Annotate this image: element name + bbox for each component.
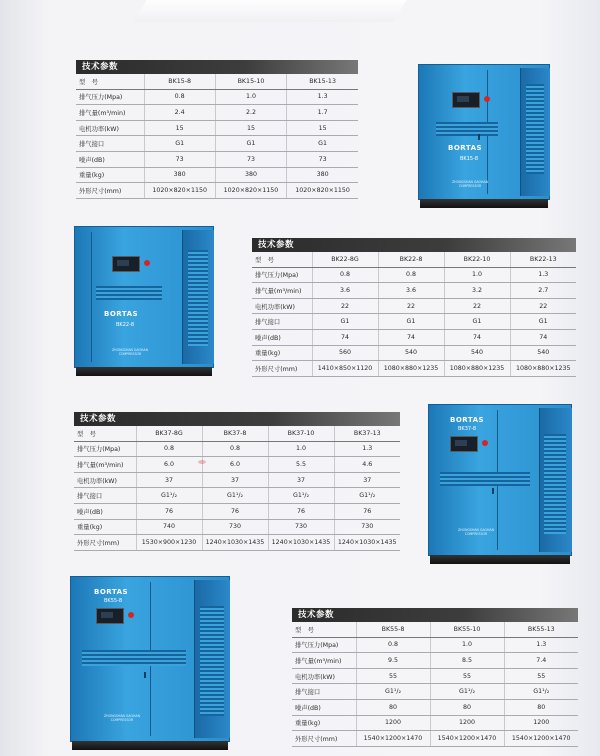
row-label: 重量(kg) [74,519,136,535]
row-label: 排气量(m³/min) [74,457,136,473]
table-row [76,89,358,105]
row-label: 外形尺寸(mm) [292,731,356,747]
model-plate: BK15-8 [460,156,479,162]
table-row [252,298,576,314]
table-cell: 22 [444,298,510,314]
table-cell: 73 [144,151,215,167]
table-row [292,653,578,669]
model-row [74,426,400,441]
table-cell: 730 [268,519,334,535]
table-row [76,120,358,136]
table-row [292,731,578,747]
table-cell: 0.8 [136,441,202,457]
front-vent [440,472,530,486]
table-cell: 15 [144,120,215,136]
spec-title: 技术参数 [292,608,578,622]
compressor-image-bk55 [70,576,230,750]
row-label: 排气量(m³/min) [76,105,144,121]
brand-logo: BORTAS [94,588,129,596]
row-label: 排气压力(Mpa) [252,267,312,283]
compressor-image-bk22 [74,226,214,376]
table-cell: 1540×1200×1470 [430,731,504,747]
table-cell: G1¹/₂ [430,684,504,700]
model-plate: BK22-8 [116,322,135,328]
model-cell: BK55-13 [504,622,578,637]
table-cell: 37 [136,472,202,488]
table-cell: G1¹/₂ [202,488,268,504]
maker-text: ZHONGSHAN GAOHAN COMPRESSOR [111,348,148,356]
table-cell: 4.6 [334,457,400,473]
model-cell: BK37-13 [334,426,400,441]
emergency-stop-icon [128,612,134,618]
table-cell: 1.0 [444,267,510,283]
compressor-image-bk15 [418,64,550,208]
emergency-stop-icon [484,96,490,102]
spec-table [292,622,578,747]
table-cell: 55 [356,668,430,684]
table-cell: 0.8 [312,267,378,283]
table-row [292,699,578,715]
table-cell: 6.0 [136,457,202,473]
spec-table-bk15 [76,60,358,199]
compressor-image-bk37 [428,404,572,564]
table-cell: 540 [510,345,576,361]
table-cell: 1410×850×1120 [312,361,378,377]
brand-logo: BORTAS [450,416,485,424]
front-vent [436,122,498,136]
table-cell: G1 [144,136,215,152]
table-cell: 5.5 [268,457,334,473]
row-label: 排气接口 [252,314,312,330]
table-cell: 1020×820×1150 [287,183,358,199]
table-cell: 740 [136,519,202,535]
spec-table [74,426,400,551]
model-cell: BK15-8 [144,74,215,89]
table-cell: 74 [312,329,378,345]
door-handle [144,672,146,678]
row-label: 排气量(m³/min) [292,653,356,669]
table-cell: G1¹/₂ [268,488,334,504]
table-cell: 6.0 [202,457,268,473]
emergency-stop-icon [482,440,488,446]
table-cell: 1.3 [510,267,576,283]
row-label: 噪声(dB) [292,699,356,715]
maker-text: ZHONGSHAN GAOHAN COMPRESSOR [103,714,140,722]
spec-title: 技术参数 [74,412,400,426]
table-row [74,457,400,473]
print-smudge [198,460,206,464]
table-cell: 1240×1030×1435 [268,535,334,551]
table-row [252,283,576,299]
table-cell: 74 [444,329,510,345]
table-cell: G1 [215,136,286,152]
model-cell: BK22-10 [444,252,510,267]
table-cell: 2.2 [215,105,286,121]
table-row [292,637,578,653]
base-frame [420,199,548,208]
table-row [292,684,578,700]
table-cell: 76 [334,503,400,519]
table-row [292,715,578,731]
table-cell: 1080×880×1235 [444,361,510,377]
table-cell: G1 [312,314,378,330]
row-label: 排气接口 [76,136,144,152]
table-cell: 22 [510,298,576,314]
table-cell: 1.0 [268,441,334,457]
table-cell: 80 [356,699,430,715]
door-handle [492,488,494,494]
table-cell: G1 [378,314,444,330]
model-cell: BK37-8 [202,426,268,441]
table-row [76,105,358,121]
table-cell: 37 [268,472,334,488]
row-label: 外形尺寸(mm) [252,361,312,377]
side-vent [526,84,544,174]
table-cell: 380 [215,167,286,183]
table-cell: 0.8 [144,89,215,105]
table-row [74,488,400,504]
table-cell: 1080×880×1235 [378,361,444,377]
table-cell: 1080×880×1235 [510,361,576,377]
emergency-stop-icon [144,260,150,266]
table-cell: G1¹/₂ [504,684,578,700]
model-header: 型 号 [74,426,136,441]
side-vent [200,606,224,716]
control-panel [112,256,140,272]
table-cell: 1.3 [287,89,358,105]
table-row [74,441,400,457]
side-vent [188,250,208,346]
table-row [76,151,358,167]
table-cell: 0.8 [378,267,444,283]
row-label: 排气压力(Mpa) [74,441,136,457]
row-label: 排气接口 [292,684,356,700]
table-row [76,167,358,183]
table-cell: 7.4 [504,653,578,669]
front-vent [82,650,186,666]
page-fold [134,0,407,22]
row-label: 排气压力(Mpa) [76,89,144,105]
front-vent [96,286,162,300]
table-cell: 1.7 [287,105,358,121]
brand-logo: BORTAS [448,144,483,152]
table-cell: 1200 [356,715,430,731]
maker-text: ZHONGSHAN GAOHAN COMPRESSOR [457,528,494,536]
row-label: 重量(kg) [252,345,312,361]
model-cell: BK55-8 [356,622,430,637]
table-row [74,503,400,519]
row-label: 外形尺寸(mm) [74,535,136,551]
table-cell: 73 [287,151,358,167]
row-label: 外形尺寸(mm) [76,183,144,199]
maker-text: ZHONGSHAN GAOHAN COMPRESSOR [451,180,488,188]
table-cell: 2.4 [144,105,215,121]
table-cell: 55 [504,668,578,684]
row-label: 电机功率(kW) [74,472,136,488]
table-cell: 1240×1030×1435 [334,535,400,551]
table-row [76,183,358,199]
table-cell: 73 [215,151,286,167]
spec-table-bk37 [74,412,400,551]
row-label: 排气压力(Mpa) [292,637,356,653]
spec-table [252,252,576,377]
brand-logo: BORTAS [104,310,139,318]
model-cell: BK22-8 [378,252,444,267]
table-cell: 15 [287,120,358,136]
table-cell: 1.0 [430,637,504,653]
spec-title: 技术参数 [76,60,358,74]
table-cell: 9.5 [356,653,430,669]
table-row [252,267,576,283]
table-cell: 22 [312,298,378,314]
model-cell: BK22-13 [510,252,576,267]
table-cell: 76 [136,503,202,519]
model-cell: BK15-13 [287,74,358,89]
spec-table-bk55 [292,608,578,747]
row-label: 重量(kg) [76,167,144,183]
table-cell: 74 [510,329,576,345]
table-cell: 560 [312,345,378,361]
table-cell: 37 [202,472,268,488]
row-label: 噪声(dB) [74,503,136,519]
control-panel [452,92,480,108]
table-cell: 2.7 [510,283,576,299]
table-row [74,519,400,535]
model-cell: BK37-8G [136,426,202,441]
row-label: 排气量(m³/min) [252,283,312,299]
table-cell: 540 [378,345,444,361]
table-cell: 55 [430,668,504,684]
model-cell: BK22-8G [312,252,378,267]
table-row [74,472,400,488]
table-cell: G1 [444,314,510,330]
table-row [76,136,358,152]
table-cell: 8.5 [430,653,504,669]
model-header: 型 号 [252,252,312,267]
base-frame [430,555,570,564]
table-cell: 3.6 [378,283,444,299]
spec-table [76,74,358,199]
table-cell: G1¹/₂ [136,488,202,504]
model-cell: BK37-10 [268,426,334,441]
table-cell: 1530×900×1230 [136,535,202,551]
table-cell: 1540×1200×1470 [356,731,430,747]
table-cell: 0.8 [356,637,430,653]
base-frame [76,367,212,376]
door-seam [91,232,92,362]
table-cell: G1¹/₂ [334,488,400,504]
model-cell: BK55-10 [430,622,504,637]
model-plate: BK37-8 [458,426,477,432]
control-panel [450,436,478,452]
spec-title: 技术参数 [252,238,576,252]
model-row [76,74,358,89]
model-row [252,252,576,267]
table-cell: 3.6 [312,283,378,299]
table-cell: G1 [287,136,358,152]
model-header: 型 号 [292,622,356,637]
model-row [292,622,578,637]
table-cell: 1540×1200×1470 [504,731,578,747]
table-cell: 76 [202,503,268,519]
table-cell: 76 [268,503,334,519]
table-row [252,361,576,377]
base-frame [72,741,228,750]
table-cell: 74 [378,329,444,345]
table-row [252,329,576,345]
table-cell: 80 [430,699,504,715]
table-row [252,345,576,361]
table-row [292,668,578,684]
table-cell: G1 [510,314,576,330]
table-cell: 1240×1030×1435 [202,535,268,551]
table-cell: 380 [287,167,358,183]
table-row [252,314,576,330]
table-cell: 1.3 [334,441,400,457]
model-plate: BK55-8 [104,598,123,604]
table-cell: G1¹/₂ [356,684,430,700]
table-cell: 22 [378,298,444,314]
table-cell: 1200 [504,715,578,731]
table-cell: 80 [504,699,578,715]
table-cell: 730 [334,519,400,535]
control-panel [96,608,124,624]
table-cell: 1200 [430,715,504,731]
row-label: 电机功率(kW) [252,298,312,314]
table-cell: 1020×820×1150 [144,183,215,199]
model-cell: BK15-10 [215,74,286,89]
table-cell: 380 [144,167,215,183]
row-label: 电机功率(kW) [76,120,144,136]
table-cell: 1.3 [504,637,578,653]
row-label: 重量(kg) [292,715,356,731]
row-label: 电机功率(kW) [292,668,356,684]
door-handle [478,134,480,140]
side-vent [544,434,566,534]
row-label: 排气接口 [74,488,136,504]
table-cell: 1020×820×1150 [215,183,286,199]
spec-table-bk22 [252,238,576,377]
row-label: 噪声(dB) [252,329,312,345]
table-cell: 730 [202,519,268,535]
table-cell: 0.8 [202,441,268,457]
model-header: 型 号 [76,74,144,89]
table-cell: 15 [215,120,286,136]
table-cell: 3.2 [444,283,510,299]
table-row [74,535,400,551]
table-cell: 1.0 [215,89,286,105]
row-label: 噪声(dB) [76,151,144,167]
table-cell: 37 [334,472,400,488]
table-cell: 540 [444,345,510,361]
